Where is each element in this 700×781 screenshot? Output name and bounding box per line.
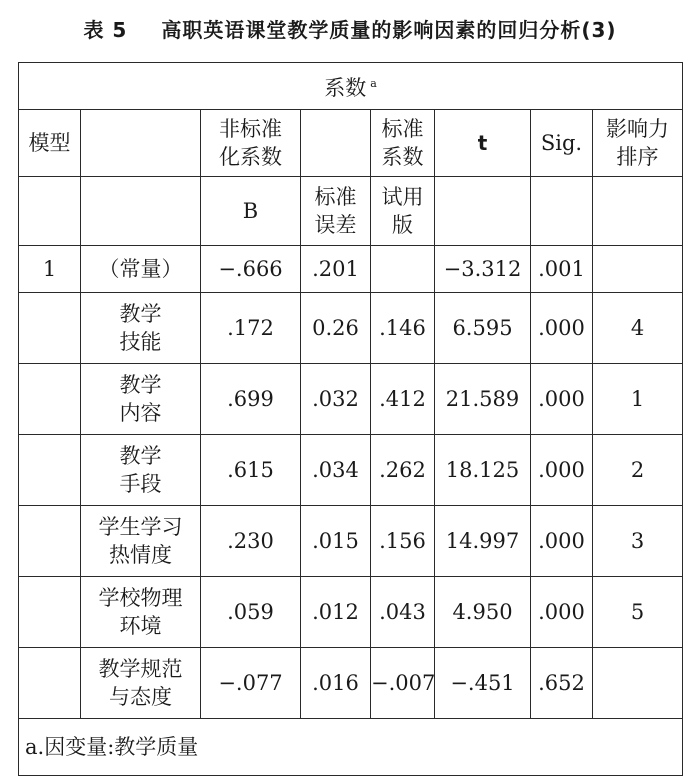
cell-variable (81, 293, 201, 364)
cell-variable (81, 364, 201, 435)
coefficients-header-cell (19, 63, 683, 110)
header-model-label: 模型 (28, 131, 71, 155)
header-rank-line1: 影响力 (606, 117, 670, 141)
cell-model (19, 364, 81, 435)
coefficients-superscript: a (370, 77, 377, 90)
table-row (19, 506, 683, 577)
cell-model (19, 293, 81, 364)
cell-b: .230 (201, 506, 301, 577)
cell-model (19, 577, 81, 648)
cell-variable-line2: 内容 (119, 401, 162, 425)
header2-empty-2 (81, 177, 201, 246)
table-row (19, 435, 683, 506)
header-se-empty (301, 110, 371, 177)
header-t (435, 110, 531, 177)
table-note: a.因变量:教学质量 (19, 719, 683, 776)
cell-b: .615 (201, 435, 301, 506)
header-model (19, 110, 81, 177)
header-trial-line1: 试用 (381, 185, 424, 209)
cell-t: 14.997 (435, 506, 531, 577)
cell-variable-line1: 学生学习 (98, 515, 183, 539)
cell-t: −3.312 (435, 246, 531, 293)
header-trial (371, 177, 435, 246)
cell-rank (593, 246, 683, 293)
cell-se: .034 (301, 435, 371, 506)
cell-se: 0.26 (301, 293, 371, 364)
table-caption (0, 12, 700, 48)
cell-rank: 3 (593, 506, 683, 577)
cell-beta: .262 (371, 435, 435, 506)
cell-sig: .001 (531, 246, 593, 293)
cell-variable-line1: 教学规范 (98, 657, 183, 681)
table-row (19, 648, 683, 719)
coefficients-label: 系数 (324, 76, 367, 100)
cell-se: .016 (301, 648, 371, 719)
cell-t: −.451 (435, 648, 531, 719)
header-trial-line2: 版 (392, 213, 413, 237)
header2-empty-5 (593, 177, 683, 246)
header-b (201, 177, 301, 246)
regression-table (18, 62, 683, 776)
cell-variable-line1: 学校物理 (98, 586, 183, 610)
cell-rank: 1 (593, 364, 683, 435)
cell-model (19, 435, 81, 506)
cell-rank: 5 (593, 577, 683, 648)
table-number: 表 5 (83, 18, 128, 42)
table-row (19, 364, 683, 435)
cell-b: .059 (201, 577, 301, 648)
header2-empty-4 (531, 177, 593, 246)
cell-t: 21.589 (435, 364, 531, 435)
cell-t: 4.950 (435, 577, 531, 648)
header-row-1 (19, 110, 683, 177)
table-row (19, 293, 683, 364)
cell-variable: （常量） (81, 246, 201, 293)
header-standardized-line2: 系数 (381, 145, 424, 169)
header-se-line1: 标准 (314, 185, 357, 209)
cell-t: 18.125 (435, 435, 531, 506)
cell-se: .201 (301, 246, 371, 293)
table-note-row (19, 719, 683, 776)
cell-variable (81, 648, 201, 719)
cell-se: .032 (301, 364, 371, 435)
cell-se: .015 (301, 506, 371, 577)
cell-b: .699 (201, 364, 301, 435)
cell-rank: 4 (593, 293, 683, 364)
cell-model (19, 648, 81, 719)
cell-model: 1 (19, 246, 81, 293)
header-standardized-line1: 标准 (381, 117, 424, 141)
header-unstandardized (201, 110, 301, 177)
cell-rank: 2 (593, 435, 683, 506)
cell-rank (593, 648, 683, 719)
cell-variable-line2: 手段 (119, 472, 162, 496)
header-unstandardized-line2: 化系数 (219, 145, 282, 169)
cell-beta: −.007 (371, 648, 435, 719)
cell-variable-line2: 热情度 (109, 543, 172, 567)
cell-t: 6.595 (435, 293, 531, 364)
cell-b: −.666 (201, 246, 301, 293)
cell-beta: .412 (371, 364, 435, 435)
cell-variable-line2: 技能 (119, 330, 162, 354)
cell-variable (81, 506, 201, 577)
header-standard-error (301, 177, 371, 246)
header-sig (531, 110, 593, 177)
header-variable-empty (81, 110, 201, 177)
cell-b: .172 (201, 293, 301, 364)
cell-sig: .000 (531, 577, 593, 648)
header-rank (593, 110, 683, 177)
header-unstandardized-line1: 非标准 (219, 117, 282, 141)
cell-variable-line1: 教学 (119, 302, 162, 326)
cell-b: −.077 (201, 648, 301, 719)
header-sig-label: Sig. (540, 131, 583, 155)
table-row (19, 246, 683, 293)
table-title: 高职英语课堂教学质量的影响因素的回归分析(3) (161, 18, 617, 42)
table-row (19, 577, 683, 648)
header-t-label: t (477, 131, 488, 155)
header2-empty-1 (19, 177, 81, 246)
cell-sig: .000 (531, 293, 593, 364)
header2-empty-3 (435, 177, 531, 246)
cell-sig: .000 (531, 506, 593, 577)
header-rank-line2: 排序 (616, 145, 659, 169)
cell-model (19, 506, 81, 577)
cell-sig: .000 (531, 364, 593, 435)
cell-variable-line1: 教学 (119, 373, 162, 397)
cell-variable-line2: 与态度 (109, 685, 172, 709)
cell-variable-line1: 教学 (119, 444, 162, 468)
cell-variable-line2: 环境 (119, 614, 162, 638)
cell-variable (81, 435, 201, 506)
cell-beta (371, 246, 435, 293)
cell-beta: .146 (371, 293, 435, 364)
cell-se: .012 (301, 577, 371, 648)
header-row-coefficients (19, 63, 683, 110)
cell-sig: .652 (531, 648, 593, 719)
cell-variable (81, 577, 201, 648)
header-standardized (371, 110, 435, 177)
header-b-label: B (242, 199, 259, 223)
cell-beta: .043 (371, 577, 435, 648)
cell-beta: .156 (371, 506, 435, 577)
cell-sig: .000 (531, 435, 593, 506)
header-row-2 (19, 177, 683, 246)
header-se-line2: 误差 (314, 213, 357, 237)
